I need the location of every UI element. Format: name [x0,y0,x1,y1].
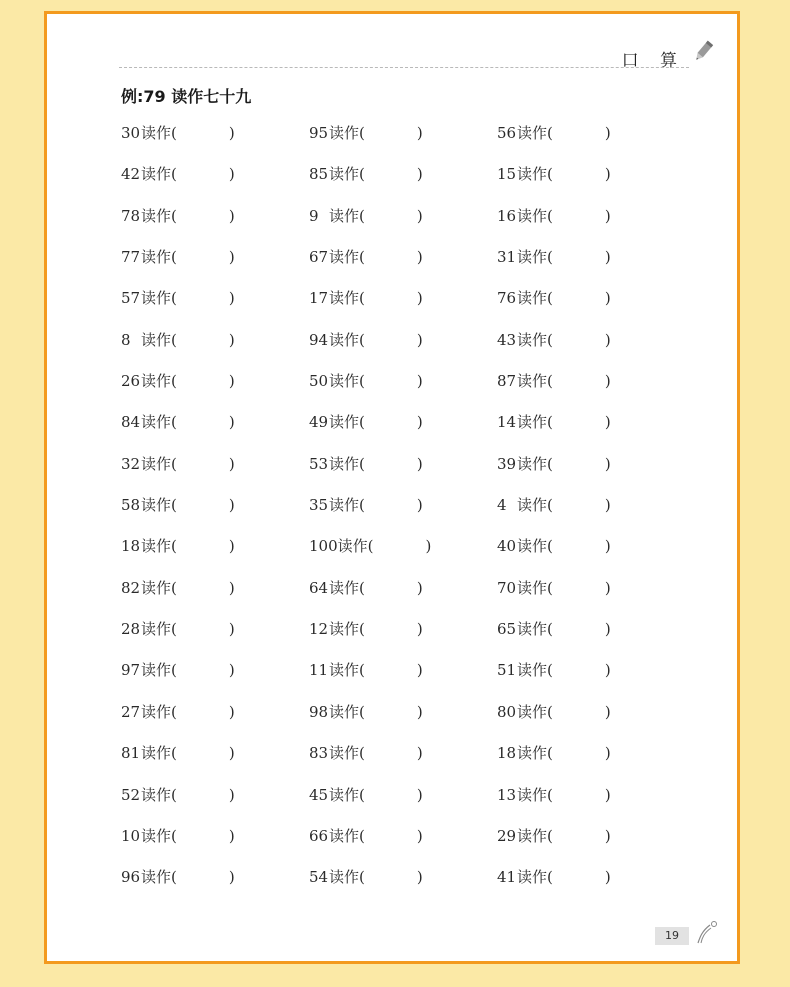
close-paren: ) [604,206,611,225]
exercise-number: 27 [121,702,141,721]
exercise-item [497,411,611,432]
example-line: 例:79 读作七十九 [121,87,252,106]
exercise-number: 53 [309,454,329,473]
exercise-number: 52 [121,785,141,804]
header-divider [119,67,689,68]
close-paren: ) [604,124,611,142]
exercise-item [309,701,423,722]
exercise-number: 4 [497,496,507,515]
close-paren: ) [604,454,611,473]
exercise-item [497,866,611,887]
exercise-number: 78 [121,206,141,225]
close-paren: ) [228,785,235,804]
close-paren: ) [416,744,423,763]
exercise-label: 读作( [517,537,553,556]
close-paren: ) [228,165,235,184]
exercise-number: 56 [497,124,517,142]
exercise-number: 28 [121,620,141,639]
close-paren: ) [604,372,611,391]
close-paren: ) [604,165,611,184]
exercise-item [121,453,235,474]
page-number: 19 [655,927,689,945]
close-paren: ) [416,661,423,680]
exercise-label: 读作( [329,496,365,515]
close-paren: ) [604,248,611,267]
exercise-item [497,535,611,556]
exercise-label: 读作( [517,124,553,142]
exercise-number: 13 [497,785,517,804]
close-paren: ) [228,248,235,267]
close-paren: ) [228,537,235,556]
exercise-item [121,535,235,556]
close-paren: ) [604,702,611,721]
exercise-label: 读作( [517,578,553,597]
exercise-label: 读作( [329,248,365,267]
close-paren: ) [604,744,611,763]
close-paren: ) [604,289,611,308]
exercise-item [309,329,423,350]
exercise-item [121,494,235,515]
close-paren: ) [228,206,235,225]
exercise-label: 读作( [329,702,365,721]
close-paren: ) [604,826,611,845]
exercise-number: 16 [497,206,517,225]
close-paren: ) [416,165,423,184]
exercise-number: 80 [497,702,517,721]
exercise-label: 读作( [141,661,177,680]
exercise-label: 读作( [141,413,177,432]
exercise-item [121,411,235,432]
exercise-number: 50 [309,372,329,391]
close-paren: ) [416,454,423,473]
exercise-number: 14 [497,413,517,432]
close-paren: ) [604,868,611,887]
close-paren: ) [416,826,423,845]
exercise-item [309,494,423,515]
exercise-item [309,205,423,226]
close-paren: ) [228,124,235,142]
exercise-number: 96 [121,868,141,887]
close-paren: ) [604,537,611,556]
exercise-number: 45 [309,785,329,804]
exercise-item [309,659,423,680]
exercise-item [121,577,235,598]
exercise-number: 32 [121,454,141,473]
exercise-label: 读作( [141,248,177,267]
close-paren: ) [228,826,235,845]
exercise-label: 读作( [517,702,553,721]
exercise-item [497,329,611,350]
exercise-label: 读作( [141,578,177,597]
close-paren: ) [228,454,235,473]
exercise-label: 读作( [329,330,365,349]
exercise-number: 9 [309,206,319,225]
exercise-item [309,453,423,474]
exercise-number: 40 [497,537,517,556]
exercise-number: 66 [309,826,329,845]
exercise-item [497,287,611,308]
exercise-item [309,163,423,184]
exercise-number: 35 [309,496,329,515]
exercise-label: 读作( [517,165,553,184]
close-paren: ) [228,702,235,721]
close-paren: ) [416,289,423,308]
close-paren: ) [604,785,611,804]
close-paren: ) [228,372,235,391]
exercise-label: 读作( [337,537,374,556]
close-paren: ) [604,496,611,515]
exercise-number: 87 [497,372,517,391]
exercise-number: 15 [497,165,517,184]
exercise-label: 读作( [329,744,365,763]
exercise-label: 读作( [329,868,365,887]
exercise-item [497,205,611,226]
exercise-label: 读作( [329,785,365,804]
exercise-label: 读作( [517,826,553,845]
exercise-item [309,246,423,267]
exercise-number: 29 [497,826,517,845]
close-paren: ) [416,620,423,639]
exercise-item [121,618,235,639]
close-paren: ) [228,330,235,349]
exercise-number: 43 [497,330,517,349]
close-paren: ) [228,744,235,763]
exercise-item [497,122,611,143]
exercise-number: 31 [497,248,517,267]
exercise-number: 64 [309,578,329,597]
exercise-item [121,866,235,887]
exercise-label: 读作( [141,289,177,308]
exercise-number: 84 [121,413,141,432]
exercise-number: 82 [121,578,141,597]
close-paren: ) [604,620,611,639]
close-paren: ) [604,578,611,597]
exercise-item [121,205,235,226]
exercise-item [309,122,423,143]
exercise-label: 读作( [141,496,177,515]
close-paren: ) [228,289,235,308]
exercise-item [309,411,423,432]
page-title: 口 算 [621,51,685,71]
exercise-label: 读作( [329,826,365,845]
close-paren: ) [416,372,423,391]
exercise-number: 18 [497,744,517,763]
close-paren: ) [228,620,235,639]
exercise-number: 39 [497,454,517,473]
close-paren: ) [416,578,423,597]
exercise-label: 读作( [141,744,177,763]
close-paren: ) [228,496,235,515]
exercise-number: 26 [121,372,141,391]
exercise-label: 读作( [517,454,553,473]
exercise-label: 读作( [141,702,177,721]
exercise-number: 97 [121,661,141,680]
exercise-item [497,701,611,722]
exercise-label: 读作( [329,413,365,432]
exercise-item [497,246,611,267]
exercise-number: 67 [309,248,329,267]
exercise-item [121,742,235,763]
exercise-item [309,535,431,556]
exercise-label: 读作( [141,868,177,887]
exercise-number: 57 [121,289,141,308]
exercise-item [497,370,611,391]
close-paren: ) [604,330,611,349]
exercise-label: 读作( [329,620,365,639]
exercise-label: 读作( [141,124,177,142]
pencil-icon [691,38,715,64]
close-paren: ) [416,124,423,142]
exercise-item [121,659,235,680]
exercise-item [497,784,611,805]
exercise-label: 读作( [141,372,177,391]
exercise-item [121,163,235,184]
exercise-item [309,784,423,805]
exercise-item [497,825,611,846]
exercise-label: 读作( [141,165,177,184]
exercise-label: 读作( [517,661,553,680]
exercise-item [309,618,423,639]
exercise-number: 70 [497,578,517,597]
exercise-label: 读作( [517,330,553,349]
exercise-item [497,659,611,680]
exercise-label: 读作( [517,785,553,804]
exercise-item [121,329,235,350]
exercise-number: 17 [309,289,329,308]
exercise-number: 77 [121,248,141,267]
exercise-item [309,577,423,598]
exercise-label: 读作( [329,454,365,473]
exercise-number: 11 [309,661,329,680]
exercise-label: 读作( [329,124,365,142]
exercise-number: 85 [309,165,329,184]
exercise-item [497,453,611,474]
exercise-item [497,577,611,598]
exercise-number: 12 [309,620,329,639]
exercise-item [309,742,423,763]
exercise-label: 读作( [141,785,177,804]
exercise-number: 54 [309,868,329,887]
exercise-number: 18 [121,537,141,556]
close-paren: ) [416,702,423,721]
exercise-label: 读作( [517,620,553,639]
exercise-label: 读作( [517,289,553,308]
close-paren: ) [416,330,423,349]
close-paren: ) [416,248,423,267]
exercise-item [121,701,235,722]
exercise-label: 读作( [141,330,177,349]
exercise-item [309,287,423,308]
close-paren: ) [416,206,423,225]
exercise-number: 8 [121,330,131,349]
close-paren: ) [416,413,423,432]
exercise-item [121,825,235,846]
close-paren: ) [228,868,235,887]
exercise-label: 读作( [329,165,365,184]
exercise-number: 65 [497,620,517,639]
exercise-item [309,825,423,846]
exercise-number: 81 [121,744,141,763]
worksheet-page [44,11,740,964]
exercise-label: 读作( [329,661,365,680]
exercise-label: 读作( [141,206,177,225]
exercise-label: 读作( [329,206,365,225]
exercise-item [497,163,611,184]
exercise-label: 读作( [141,620,177,639]
exercise-label: 读作( [141,826,177,845]
exercise-number: 95 [309,124,329,142]
exercise-label: 读作( [329,578,365,597]
exercise-label: 读作( [517,496,553,515]
exercise-item [497,742,611,763]
exercise-label: 读作( [141,454,177,473]
exercise-label: 读作( [517,248,553,267]
exercise-item [121,246,235,267]
exercise-number: 30 [121,124,141,142]
exercise-number: 42 [121,165,141,184]
exercise-label: 读作( [329,289,365,308]
close-paren: ) [604,413,611,432]
exercise-item [121,784,235,805]
exercise-item [497,618,611,639]
exercise-number: 100 [309,537,338,556]
exercise-number: 83 [309,744,329,763]
exercise-number: 51 [497,661,517,680]
exercise-number: 98 [309,702,329,721]
exercise-label: 读作( [517,744,553,763]
exercise-number: 49 [309,413,329,432]
exercise-label: 读作( [517,868,553,887]
exercise-number: 10 [121,826,141,845]
close-paren: ) [604,661,611,680]
music-note-icon [692,919,720,947]
exercise-item [121,287,235,308]
exercise-number: 41 [497,868,517,887]
exercise-label: 读作( [329,372,365,391]
close-paren: ) [416,496,423,515]
exercise-number: 58 [121,496,141,515]
exercise-label: 读作( [517,413,553,432]
exercise-label: 读作( [517,206,553,225]
exercise-number: 94 [309,330,329,349]
close-paren: ) [228,578,235,597]
close-paren: ) [416,868,423,887]
close-paren: ) [425,537,432,556]
exercise-item [497,494,611,515]
exercise-item [121,122,235,143]
exercise-label: 读作( [517,372,553,391]
close-paren: ) [416,785,423,804]
exercise-number: 76 [497,289,517,308]
exercise-item [309,370,423,391]
exercise-label: 读作( [141,537,177,556]
exercise-item [309,866,423,887]
close-paren: ) [228,661,235,680]
close-paren: ) [228,413,235,432]
exercise-item [121,370,235,391]
